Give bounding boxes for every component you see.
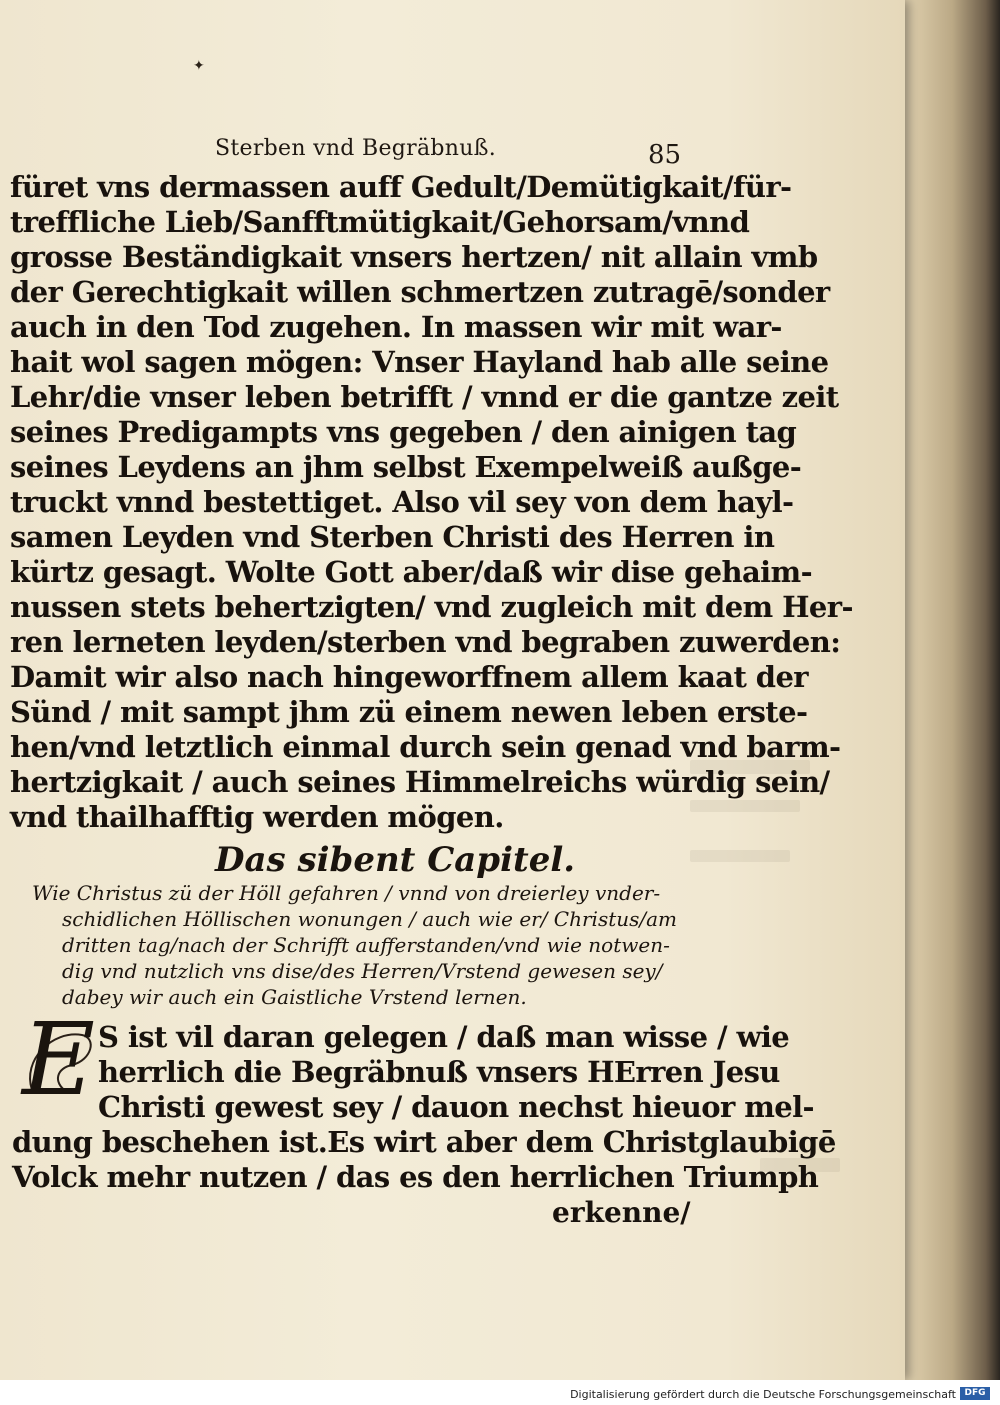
summary-line: dig vnd nutzlich vns dise/des Herren/Vrstend gewesen sey/ [62,959,663,983]
text-line: hait wol sagen mögen: Vnser Hayland hab alle seine [10,345,829,379]
catchword: erkenne/ [552,1196,691,1229]
decorated-initial: E [22,1001,95,1118]
footer-credit: Digitalisierung gefördert durch die Deutsche Forschungsgemeinschaft [570,1388,956,1401]
text-line: hen/vnd letztlich einmal durch sein genad vnd barm- [10,730,841,764]
summary-line: Wie Christus zü der Höll gefahren / vnnd von dreierley vnder- [32,881,661,905]
text-line: grosse Beständigkait vnsers hertzen/ nit allain vmb [10,240,818,274]
text-line: auch in den Tod zugehen. In massen wir mit war- [10,310,782,344]
text-line: der Gerechtigkait willen schmertzen zutragē/sonder [10,275,830,309]
text-line: ren lerneten leyden/sterben vnd begraben zuwerden: [10,625,841,659]
text-line: truckt vnnd bestettiget. Also vil sey von dem hayl- [10,485,794,519]
text-line: Damit wir also nach hingeworffnem allem kaat der [10,660,808,694]
summary-line: dabey wir auch ein Gaistliche Vrstend lernen. [62,985,527,1009]
text-line: Christi gewest sey / dauon nechst hieuor mel- [98,1090,814,1124]
bleed-through-mark [690,800,800,812]
text-line: kürtz gesagt. Wolte Gott aber/daß wir dise gehaim- [10,555,813,589]
text-line: vnd thailhafftig werden mögen. [10,800,504,834]
bleed-through-mark [690,850,790,862]
text-line: samen Leyden vnd Sterben Christi des Herren in [10,520,775,554]
summary-line: dritten tag/nach der Schrifft aufferstanden/vnd wie notwen- [62,933,670,957]
text-line: herrlich die Begräbnuß vnsers HErren Jesu [98,1055,780,1089]
text-line: seines Leydens an jhm selbst Exempelweiß außge- [10,450,802,484]
text-line: füret vns dermassen auff Gedult/Demütigkait/für- [10,170,792,204]
text-line: Lehr/die vnser leben betrifft / vnnd er die gantze zeit [10,380,839,414]
text-line: S ist vil daran gelegen / daß man wisse / wie [98,1020,790,1054]
text-line: dung beschehen ist.Es wirt aber dem Christglaubigē [12,1125,836,1159]
text-line: seines Predigampts vns gegeben / den ainigen tag [10,415,797,449]
summary-line: schidlichen Höllischen wonungen / auch wie er/ Christus/am [62,907,678,931]
page-number: 85 [648,140,682,170]
ornament-star-icon: ✦ [193,58,205,74]
text-line: nussen stets behertzigten/ vnd zugleich mit dem Her- [10,590,853,624]
text-line: hertzigkait / auch seines Himmelreichs würdig sein/ [10,765,830,799]
text-line: Sünd / mit sampt jhm zü einem newen leben erste- [10,695,808,729]
chapter-title: Das sibent Capitel. [215,840,576,880]
text-line: Volck mehr nutzen / das es den herrlichen Triumph [12,1160,819,1194]
dfg-logo-icon: DFG [960,1387,990,1400]
text-line: treffliche Lieb/Sanfftmütigkait/Gehorsam/vnnd [10,205,750,239]
running-title: Sterben vnd Begräbnuß. [215,136,496,161]
